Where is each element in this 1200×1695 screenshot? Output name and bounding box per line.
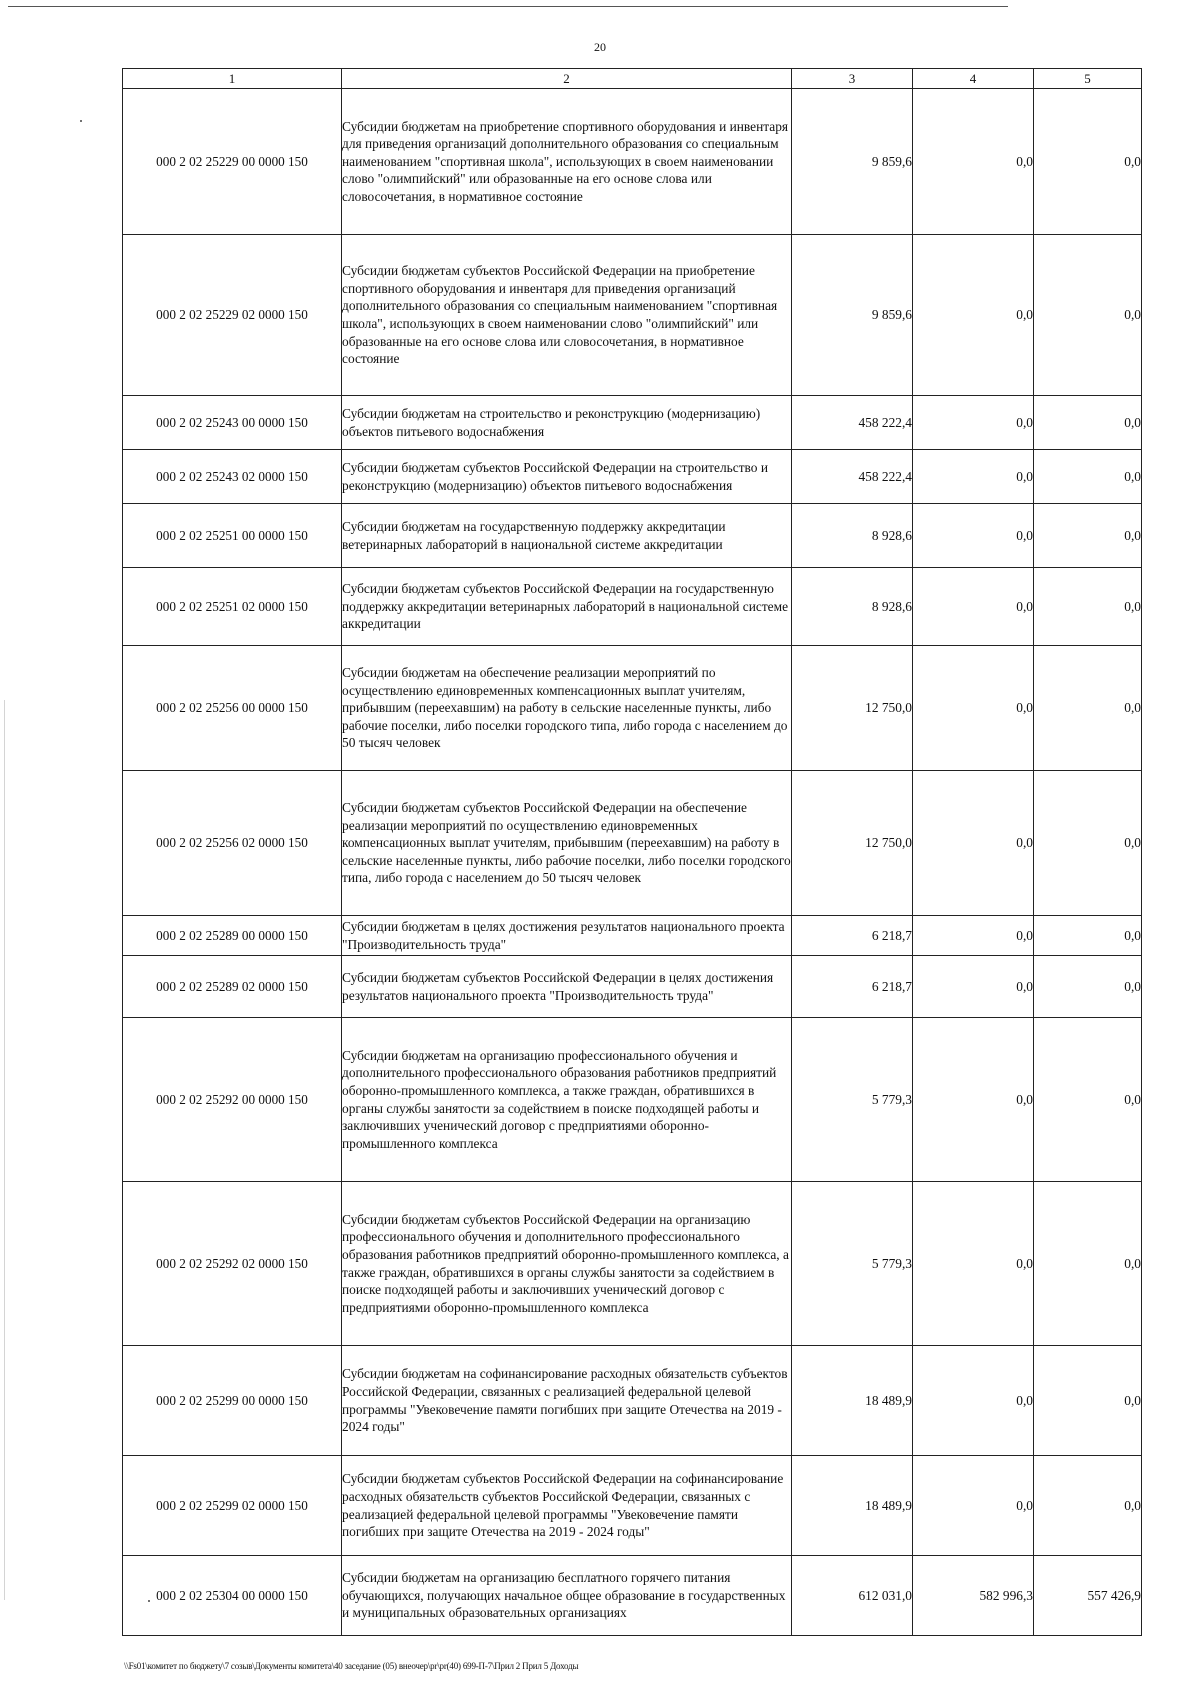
row-value-col5: 557 426,9	[1034, 1556, 1142, 1636]
row-code-cell: 000 2 02 25251 00 0000 150	[123, 504, 342, 568]
row-value-col5: 0,0	[1034, 916, 1142, 956]
row-value-col4: 0,0	[913, 396, 1034, 450]
scan-speck	[80, 120, 82, 122]
table-row	[123, 1456, 1142, 1556]
row-name-cell: Субсидии бюджетам в целях достижения результатов национального проекта "Производительность труда"	[342, 916, 792, 956]
row-value-col5: 0,0	[1034, 450, 1142, 504]
row-value-col4: 0,0	[913, 1346, 1034, 1456]
budget-table	[122, 68, 1142, 1636]
row-name-cell: Субсидии бюджетам субъектов Российской Федерации на государственную поддержку аккредитации ветеринарных лабораторий в национальной системе аккредитации	[342, 568, 792, 646]
row-value-col5: 0,0	[1034, 504, 1142, 568]
row-code-cell: 000 2 02 25292 00 0000 150	[123, 1018, 342, 1182]
row-code-cell: 000 2 02 25292 02 0000 150	[123, 1182, 342, 1346]
table-row	[123, 504, 1142, 568]
scan-edge	[8, 6, 1008, 7]
row-value-col3: 5 779,3	[792, 1182, 913, 1346]
row-value-col3: 458 222,4	[792, 450, 913, 504]
table-row	[123, 1346, 1142, 1456]
row-value-col4: 0,0	[913, 1182, 1034, 1346]
row-name-cell: Субсидии бюджетам субъектов Российской Федерации в целях достижения результатов национального проекта "Производительность труда"	[342, 956, 792, 1018]
row-code-cell: 000 2 02 25256 02 0000 150	[123, 771, 342, 916]
row-value-col5: 0,0	[1034, 568, 1142, 646]
row-code-cell: 000 2 02 25243 00 0000 150	[123, 396, 342, 450]
column-header: 3	[792, 69, 913, 89]
row-value-col4: 0,0	[913, 235, 1034, 396]
table-row	[123, 450, 1142, 504]
row-value-col4: 0,0	[913, 450, 1034, 504]
row-name-cell: Субсидии бюджетам на обеспечение реализации мероприятий по осуществлению единовременных компенсационных выплат учителям, прибывшим (переехавшим) на работу в сельские населенные пункты, либо рабочие поселки, либо поселки городского типа, либо города с населением до 50 тысяч человек	[342, 646, 792, 771]
row-name-cell: Субсидии бюджетам субъектов Российской Федерации на софинансирование расходных обязательств субъектов Российской Федерации, связанных с реализацией федеральной целевой программы "Увековечение памяти погибших при защите Отечества на 2019 - 2024 годы"	[342, 1456, 792, 1556]
row-code-cell: 000 2 02 25229 02 0000 150	[123, 235, 342, 396]
scan-edge	[4, 700, 5, 1600]
table-row	[123, 235, 1142, 396]
row-code-cell: 000 2 02 25304 00 0000 150	[123, 1556, 342, 1636]
row-name-cell: Субсидии бюджетам на организацию профессионального обучения и дополнительного профессионального образования работников предприятий оборонно-промышленного комплекса, а также граждан, обратившихся в органы службы занятости за содействием в поиске подходящей работы и заключивших ученический договор с предприятиями оборонно-промышленного комплекса	[342, 1018, 792, 1182]
row-value-col5: 0,0	[1034, 1456, 1142, 1556]
row-code-cell: 000 2 02 25229 00 0000 150	[123, 89, 342, 235]
column-header: 4	[913, 69, 1034, 89]
row-name-cell: Субсидии бюджетам на приобретение спортивного оборудования и инвентаря для приведения организаций дополнительного образования со специальным наименованием "спортивная школа", использующих в своем наименовании слово "олимпийский" или образованные на его основе слова или словосочетания, в нормативное состояние	[342, 89, 792, 235]
row-value-col3: 18 489,9	[792, 1456, 913, 1556]
row-value-col4: 0,0	[913, 646, 1034, 771]
row-name-cell: Субсидии бюджетам на государственную поддержку аккредитации ветеринарных лабораторий в национальной системе аккредитации	[342, 504, 792, 568]
table-row	[123, 1182, 1142, 1346]
row-value-col3: 12 750,0	[792, 646, 913, 771]
row-value-col3: 8 928,6	[792, 568, 913, 646]
table-row	[123, 916, 1142, 956]
row-value-col3: 458 222,4	[792, 396, 913, 450]
row-value-col5: 0,0	[1034, 396, 1142, 450]
column-header: 5	[1034, 69, 1142, 89]
row-code-cell: 000 2 02 25243 02 0000 150	[123, 450, 342, 504]
row-value-col3: 5 779,3	[792, 1018, 913, 1182]
table-header-row	[123, 69, 1142, 89]
table-row	[123, 771, 1142, 916]
row-value-col5: 0,0	[1034, 235, 1142, 396]
table-row	[123, 1556, 1142, 1636]
row-value-col3: 9 859,6	[792, 235, 913, 396]
row-value-col3: 8 928,6	[792, 504, 913, 568]
row-value-col5: 0,0	[1034, 771, 1142, 916]
row-value-col4: 0,0	[913, 1456, 1034, 1556]
row-name-cell: Субсидии бюджетам на софинансирование расходных обязательств субъектов Российской Федерации, связанных с реализацией федеральной целевой программы "Увековечение памяти погибших при защите Отечества на 2019 - 2024 годы"	[342, 1346, 792, 1456]
row-name-cell: Субсидии бюджетам субъектов Российской Федерации на приобретение спортивного оборудования и инвентаря для приведения организаций дополнительного образования со специальным наименованием "спортивная школа", использующих в своем наименовании слово "олимпийский" или образованные на его основе слова или словосочетания, в нормативное состояние	[342, 235, 792, 396]
table-row	[123, 89, 1142, 235]
row-code-cell: 000 2 02 25256 00 0000 150	[123, 646, 342, 771]
row-code-cell: 000 2 02 25251 02 0000 150	[123, 568, 342, 646]
row-value-col4: 0,0	[913, 916, 1034, 956]
row-value-col5: 0,0	[1034, 89, 1142, 235]
row-value-col4: 582 996,3	[913, 1556, 1034, 1636]
row-value-col3: 18 489,9	[792, 1346, 913, 1456]
row-value-col5: 0,0	[1034, 646, 1142, 771]
row-code-cell: 000 2 02 25289 02 0000 150	[123, 956, 342, 1018]
row-value-col3: 6 218,7	[792, 956, 913, 1018]
column-header: 2	[342, 69, 792, 89]
table-row	[123, 1018, 1142, 1182]
row-value-col5: 0,0	[1034, 1018, 1142, 1182]
row-code-cell: 000 2 02 25299 00 0000 150	[123, 1346, 342, 1456]
row-value-col3: 612 031,0	[792, 1556, 913, 1636]
table-row	[123, 396, 1142, 450]
column-header: 1	[123, 69, 342, 89]
row-value-col3: 9 859,6	[792, 89, 913, 235]
row-value-col4: 0,0	[913, 568, 1034, 646]
row-value-col4: 0,0	[913, 504, 1034, 568]
row-name-cell: Субсидии бюджетам на организацию бесплатного горячего питания обучающихся, получающих начальное общее образование в государственных и муниципальных образовательных организациях	[342, 1556, 792, 1636]
row-value-col3: 6 218,7	[792, 916, 913, 956]
row-value-col5: 0,0	[1034, 956, 1142, 1018]
row-code-cell: 000 2 02 25289 00 0000 150	[123, 916, 342, 956]
table-row	[123, 568, 1142, 646]
table-row	[123, 956, 1142, 1018]
row-value-col4: 0,0	[913, 1018, 1034, 1182]
row-value-col4: 0,0	[913, 89, 1034, 235]
row-value-col5: 0,0	[1034, 1182, 1142, 1346]
row-name-cell: Субсидии бюджетам на строительство и реконструкцию (модернизацию) объектов питьевого водоснабжения	[342, 396, 792, 450]
row-code-cell: 000 2 02 25299 02 0000 150	[123, 1456, 342, 1556]
row-name-cell: Субсидии бюджетам субъектов Российской Федерации на организацию профессионального обучения и дополнительного профессионального образования работников предприятий оборонно-промышленного комплекса, а также граждан, обратившихся в органы службы занятости за содействием в поиске подходящей работы и заключивших ученический договор с предприятиями оборонно-промышленного комплекса	[342, 1182, 792, 1346]
table-row	[123, 646, 1142, 771]
row-value-col4: 0,0	[913, 956, 1034, 1018]
row-value-col5: 0,0	[1034, 1346, 1142, 1456]
row-name-cell: Субсидии бюджетам субъектов Российской Федерации на строительство и реконструкцию (модернизацию) объектов питьевого водоснабжения	[342, 450, 792, 504]
page-number: 20	[594, 40, 606, 54]
footer-file-path: \\Fs01\комитет по бюджету\7 созыв\Документы комитета\40 заседание (05) внеочер\pr\pr(40) 699-П-7\Прил 2 Прил 5 Доходы	[124, 1661, 579, 1671]
row-name-cell: Субсидии бюджетам субъектов Российской Федерации на обеспечение реализации мероприятий по осуществлению единовременных компенсационных выплат учителям, прибывшим (переехавшим) на работу в сельские населенные пункты, либо рабочие поселки, либо поселки городского типа, либо города с населением до 50 тысяч человек	[342, 771, 792, 916]
row-value-col3: 12 750,0	[792, 771, 913, 916]
row-value-col4: 0,0	[913, 771, 1034, 916]
